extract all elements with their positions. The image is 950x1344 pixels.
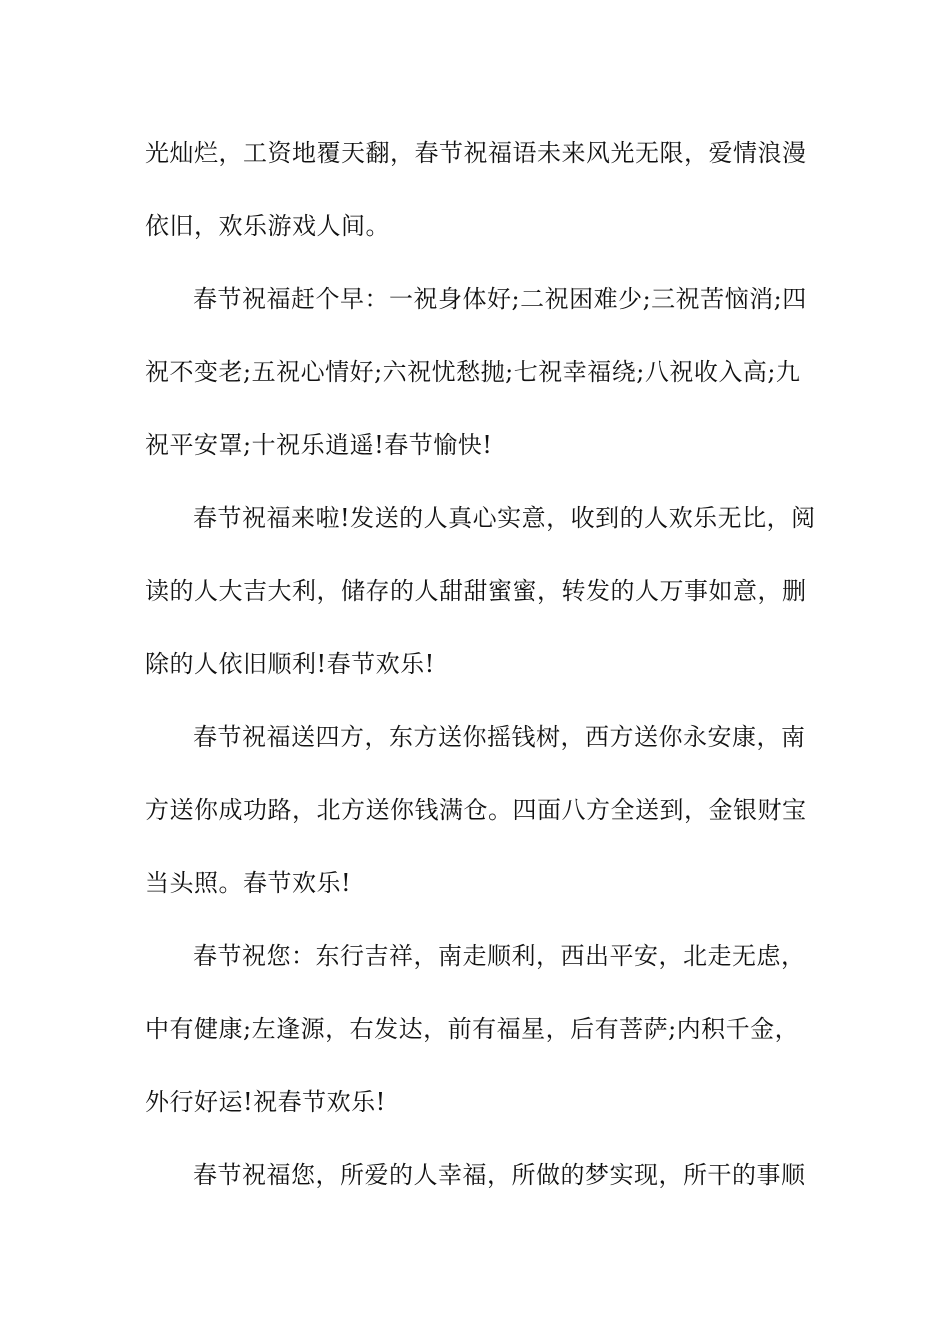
paragraph-start-line: 春节祝福送四方，东方送你摇钱树，西方送你永安康，南: [193, 723, 806, 751]
text-line: 依旧，欢乐游戏人间。: [145, 212, 390, 240]
paragraph-start-line: 春节祝您：东行吉祥，南走顺利，西出平安，北走无虑，: [193, 942, 806, 970]
document-body: [145, 125, 816, 1220]
text-line: 读的人大吉大利，储存的人甜甜蜜蜜，转发的人万事如意，删: [145, 577, 807, 605]
text-line: 当头照。春节欢乐!: [145, 869, 352, 897]
text-line: 方送你成功路，北方送你钱满仓。四面八方全送到，金银财宝: [145, 796, 807, 824]
text-line: 除的人依旧顺利!春节欢乐!: [145, 650, 435, 678]
text-line: 外行好运!祝春节欢乐!: [145, 1088, 386, 1116]
paragraph-start-line: 春节祝福来啦!发送的人真心实意，收到的人欢乐无比，阅: [193, 504, 816, 532]
text-line: 光灿烂，工资地覆天翻，春节祝福语未来风光无限，爱情浪漫: [145, 139, 807, 167]
text-line: 祝不变老;五祝心情好;六祝忧愁抛;七祝幸福绕;八祝收入高;九: [145, 358, 801, 386]
text-line: 祝平安罩;十祝乐逍遥!春节愉快!: [145, 431, 493, 459]
paragraph-start-line: 春节祝福赶个早：一祝身体好;二祝困难少;三祝苦恼消;四: [193, 285, 807, 313]
text-line: 中有健康;左逢源，右发达，前有福星，后有菩萨;内积千金，: [145, 1015, 800, 1043]
paragraph-start-line: 春节祝福您，所爱的人幸福，所做的梦实现，所干的事顺: [193, 1161, 806, 1189]
